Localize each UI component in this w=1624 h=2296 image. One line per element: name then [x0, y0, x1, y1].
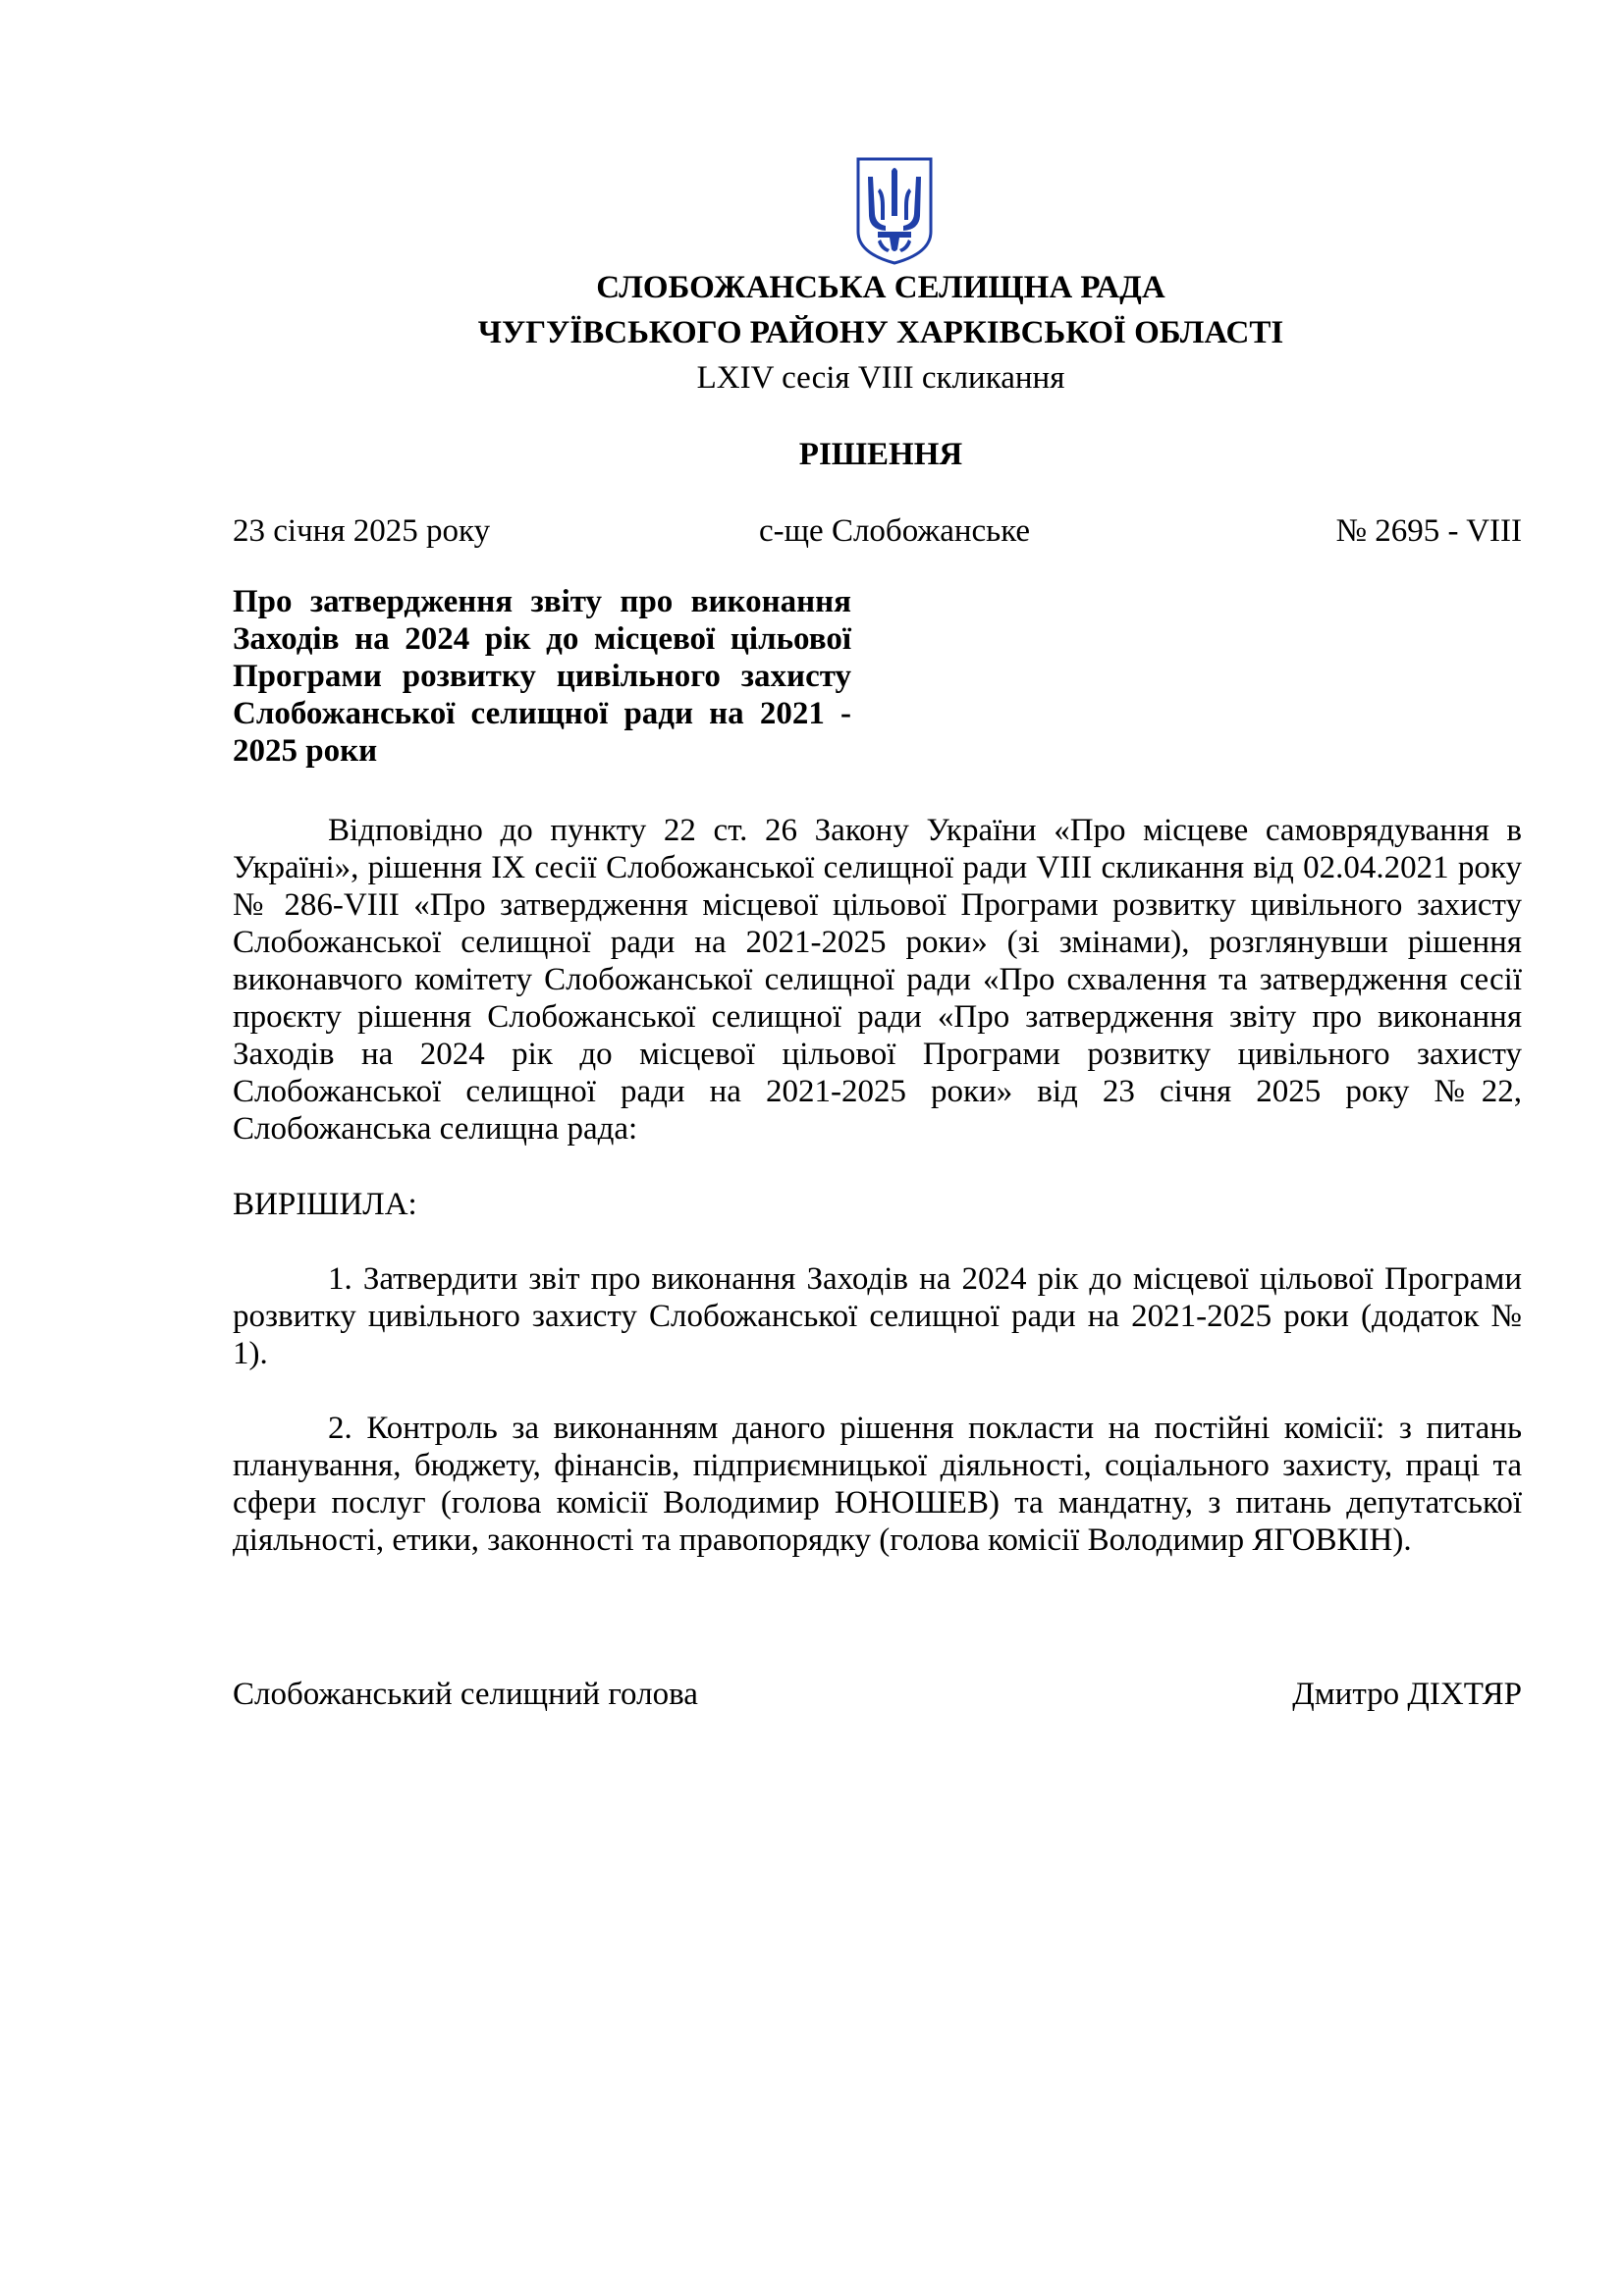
document-title: РІШЕННЯ	[798, 437, 963, 472]
trident-coat-of-arms-icon	[854, 155, 935, 265]
document-date: 23 січня 2025 року	[233, 513, 491, 549]
session-info: LXIV сесія VIII скликання	[696, 360, 1065, 396]
preamble-paragraph: Відповідно до пункту 22 ст. 26 Закону України «Про місцеве самоврядування в Україні», рішення IX сесії Слобожанської селищної ради VIII скликання від 02.04.2021 року № 286-VIII «Про затвердження місцевої цільової Програми розвитку цивільного захисту Слобожанської селищної ради на 2021-2025 роки» (зі змінами), розглянувши рішення виконавчого комітету Слобожанської селищної ради «Про схвалення та затвердження сесії проєкту рішення Слобожанської селищної ради «Про затвердження звіту про виконання Заходів на 2024 рік до місцевої цільової Програми розвитку цивільного захисту Слобожанської селищної ради на 2021-2025 роки» від 23 січня 2025 року №22, Слобожанська селищна рада:	[233, 813, 1522, 1147]
document-meta	[233, 508, 1522, 554]
decision-subject: Про затвердження звіту про виконання Заходів на 2024 рік до місцевої цільової Програми розвитку цивільного захисту Слобожанської селищної ради на 2021 - 2025 роки	[233, 584, 851, 769]
document-number: № 2695 - VIII	[1335, 513, 1522, 549]
district-name: ЧУГУЇВСЬКОГО РАЙОНУ ХАРКІВСЬКОЇ ОБЛАСТІ	[477, 315, 1284, 350]
document-place: с-ще Слобожанське	[759, 513, 1031, 549]
resolved-label: ВИРІШИЛА:	[233, 1187, 417, 1222]
signatory-position: Слобожанський селищний голова	[233, 1677, 698, 1712]
council-name: СЛОБОЖАНСЬКА СЕЛИЩНА РАДА	[596, 270, 1165, 305]
issuer-header	[233, 265, 1529, 400]
decision-item-1: 1. Затвердити звіт про виконання Заходів на 2024 рік до місцевої цільової Програми розвитку цивільного захисту Слобожанської селищної ради на 2021-2025 роки (додаток № 1).	[233, 1261, 1522, 1371]
signatory-name: Дмитро ДІХТЯР	[1292, 1677, 1522, 1712]
signature-block	[233, 1675, 1522, 1714]
decision-item-2: 2. Контроль за виконанням даного рішення покласти на постійні комісії: з питань планування, бюджету, фінансів, підприємницької діяльності, соціального захисту, праці та сфери послуг (голова комісії Володимир ЮНОШЕВ) та мандатну, з питань депутатської діяльності, етики, законності та правопорядку (голова комісії Володимир ЯГОВКІН).	[233, 1411, 1522, 1558]
